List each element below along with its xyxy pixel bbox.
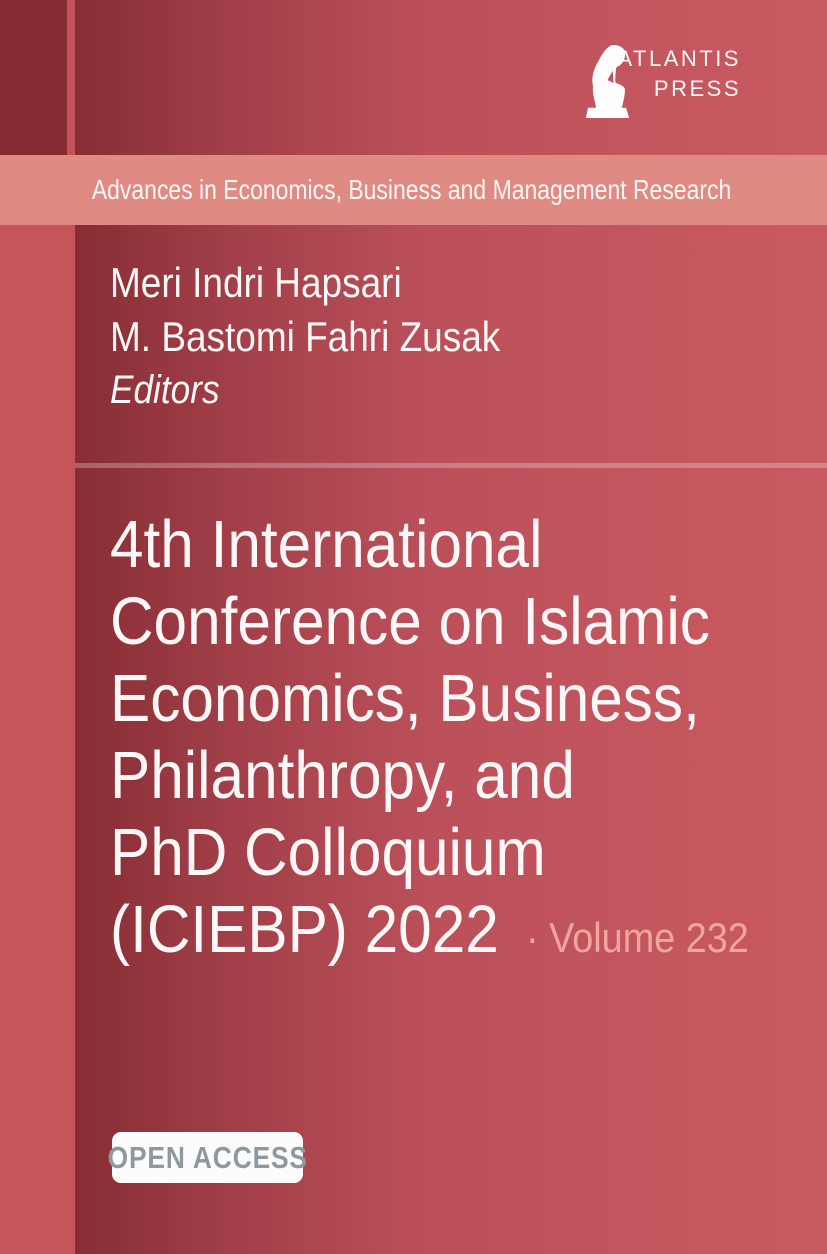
open-access-label: OPEN ACCESS — [107, 1139, 308, 1175]
horizontal-rule — [75, 463, 827, 468]
left-divider-line — [67, 0, 75, 155]
series-banner-text: Advances in Economics, Business and Management Research — [91, 174, 732, 205]
book-title-line: 4th International — [110, 507, 543, 582]
book-title-line: (ICIEBP) 2022 — [110, 892, 499, 967]
volume-label: · Volume 232 — [526, 914, 749, 961]
series-banner — [0, 155, 827, 225]
publisher-name — [617, 44, 741, 104]
open-access-badge — [107, 1132, 308, 1183]
book-title-line: Philanthropy, and — [110, 738, 575, 813]
editor-name: Meri Indri Hapsari — [110, 259, 402, 306]
editor-name: M. Bastomi Fahri Zusak — [110, 313, 501, 360]
editors-role-label: Editors — [110, 368, 220, 412]
book-title — [110, 506, 820, 976]
publisher-name-line1: ATLANTIS — [617, 46, 741, 71]
book-title-last-line — [110, 891, 749, 976]
book-title-line: Economics, Business, — [110, 661, 700, 736]
book-title-line: PhD Colloquium — [110, 815, 546, 890]
editors-block — [110, 256, 553, 416]
publisher-name-line2: PRESS — [653, 76, 741, 101]
left-strip-bottom — [0, 225, 75, 1254]
book-title-line: Conference on Islamic — [110, 584, 710, 659]
left-strip-top — [0, 0, 67, 155]
